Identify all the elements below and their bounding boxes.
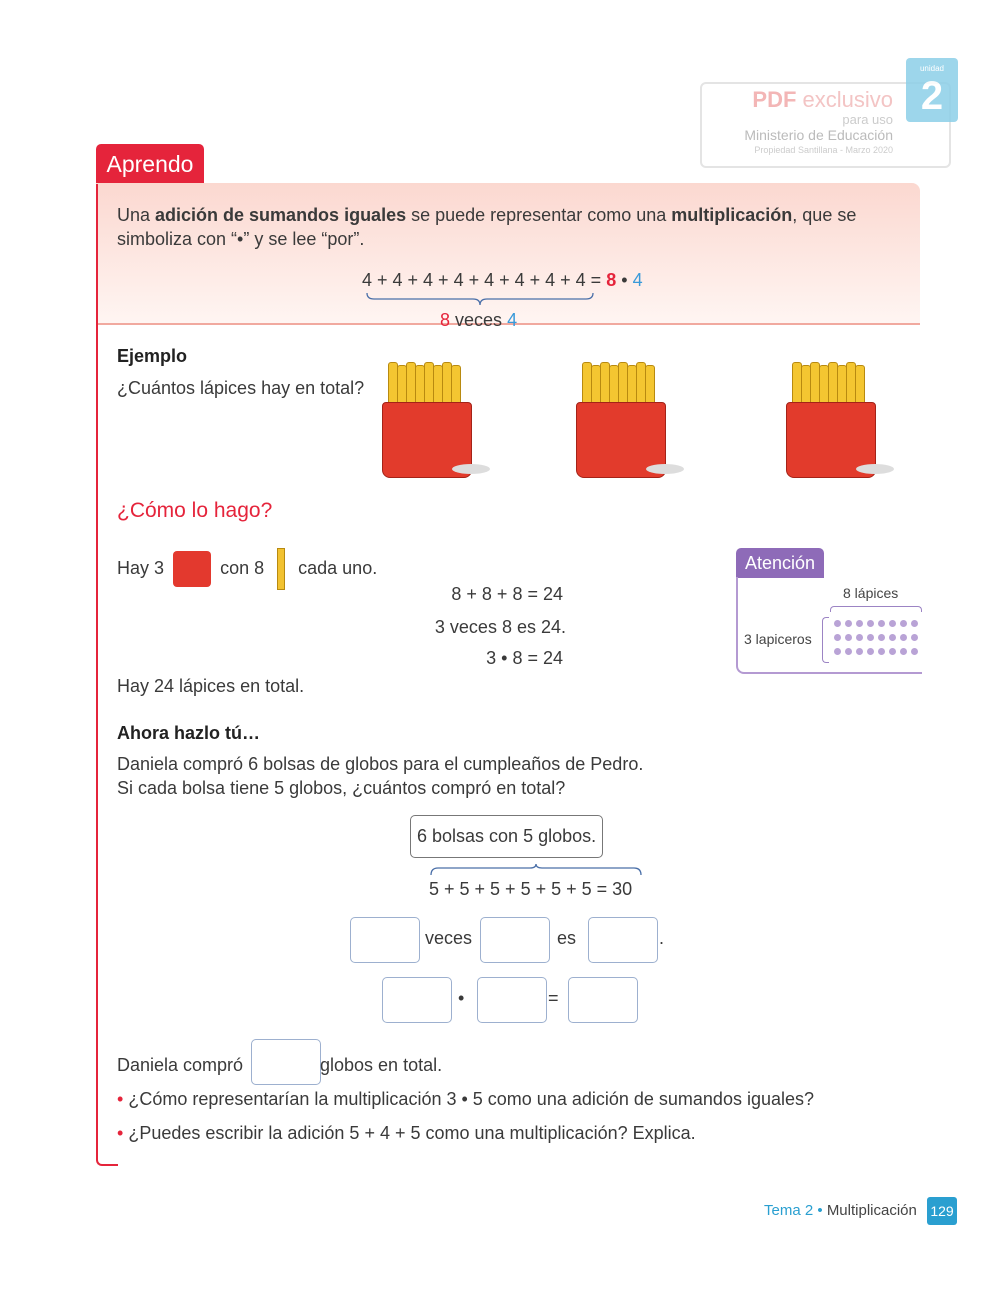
dot <box>856 648 863 655</box>
dot <box>900 648 907 655</box>
es-text: es <box>557 928 577 948</box>
answer-box-product[interactable] <box>568 977 638 1023</box>
page-number: 129 <box>927 1197 957 1225</box>
dot <box>834 620 841 627</box>
cup-icon <box>173 551 211 587</box>
problem-line2: Si cada bolsa tiene 5 globos, ¿cuántos compró en total? <box>117 778 566 798</box>
dot <box>878 620 885 627</box>
dot <box>889 620 896 627</box>
answer-box-total[interactable] <box>251 1039 321 1085</box>
dot <box>834 634 841 641</box>
dot <box>911 620 918 627</box>
wm-exclusivo: exclusivo <box>802 87 893 112</box>
dot <box>845 634 852 641</box>
dot <box>911 648 918 655</box>
dot <box>867 620 874 627</box>
answer-box-veces-1[interactable] <box>350 917 420 963</box>
cup-shadow <box>856 464 894 474</box>
cup-shadow <box>646 464 684 474</box>
wm-pdf: PDF <box>752 87 797 112</box>
dot <box>889 634 896 641</box>
atencion-left-label: 3 lapiceros <box>744 631 812 647</box>
unit-label: unidad <box>919 64 945 73</box>
dot <box>878 634 885 641</box>
aprendo-text: Una adición de sumandos iguales se puede representar como una multiplicación, que se simboliza con “•” y se lee “por”. <box>117 205 857 249</box>
bullet-2: • ¿Puedes escribir la adición 5 + 4 + 5 como una multiplicación? Explica. <box>117 1123 696 1143</box>
hay-line: Hay 3 con 8 cada uno. <box>117 548 377 590</box>
ejemplo-question: ¿Cuántos lápices hay en total? <box>117 378 365 398</box>
dot <box>867 648 874 655</box>
atencion-tab: Atención <box>736 548 824 578</box>
left-border <box>96 184 118 1166</box>
daniela-text: Daniela compró <box>117 1055 244 1075</box>
sum-equation: 5 + 5 + 5 + 5 + 5 + 5 = 30 <box>429 879 633 899</box>
pencil-cup-image <box>382 356 492 478</box>
dot <box>867 634 874 641</box>
brace <box>366 292 594 306</box>
dot <box>878 648 885 655</box>
problem-line1: Daniela compró 6 bolsas de globos para el cumpleaños de Pedro. <box>117 754 644 774</box>
footer-label: Tema 2 • Multiplicación <box>764 1202 917 1219</box>
answer-box-veces-2[interactable] <box>480 917 550 963</box>
brace-2 <box>430 864 642 876</box>
pencil-cup-image <box>786 356 896 478</box>
unit-number: 2 <box>920 74 944 118</box>
cup-shadow <box>452 464 490 474</box>
bolsas-box: 6 bolsas con 5 globos. <box>410 815 603 858</box>
ahora-title: Ahora hazlo tú… <box>117 723 260 743</box>
dot <box>900 620 907 627</box>
dot <box>834 648 841 655</box>
globos-text: globos en total. <box>320 1055 443 1075</box>
eq1: 8 + 8 + 8 = 24 <box>451 584 563 604</box>
bullet-1: • ¿Cómo representarían la multiplicación 3 • 5 como una adición de sumandos iguales? <box>117 1089 815 1109</box>
left-brace <box>822 617 829 663</box>
eq2: 3 veces 8 es 24. <box>434 617 566 637</box>
dot <box>845 620 852 627</box>
veces-text: veces <box>425 928 473 948</box>
ejemplo-title: Ejemplo <box>117 346 188 366</box>
answer-box-factor-2[interactable] <box>477 977 547 1023</box>
dot <box>911 634 918 641</box>
aprendo-tab: Aprendo <box>96 144 204 184</box>
wm-para: para uso <box>842 112 893 127</box>
answer-box-factor-1[interactable] <box>382 977 452 1023</box>
top-brace <box>830 606 922 612</box>
aprendo-equation: 4 + 4 + 4 + 4 + 4 + 4 + 4 + 4 = 8 • 4 <box>362 270 643 290</box>
wm-propiedad: Propiedad Santillana - Marzo 2020 <box>754 145 893 155</box>
dot <box>856 634 863 641</box>
eq3: 3 • 8 = 24 <box>486 648 563 668</box>
veces-label: 8 veces 4 <box>440 310 518 330</box>
dot <box>845 648 852 655</box>
como-title: ¿Cómo lo hago? <box>117 499 273 522</box>
pencil-icon <box>277 548 285 590</box>
answer-box-es[interactable] <box>588 917 658 963</box>
period: . <box>659 928 665 948</box>
dot-text: • <box>458 988 465 1008</box>
total-text: Hay 24 lápices en total. <box>117 676 305 696</box>
dot <box>856 620 863 627</box>
pencil-cup-image <box>576 356 686 478</box>
equals-text: = <box>548 988 559 1008</box>
dot <box>889 648 896 655</box>
wm-ministerio: Ministerio de Educación <box>744 127 893 143</box>
unit-badge <box>906 58 958 122</box>
atencion-top-label: 8 lápices <box>843 585 899 601</box>
dot <box>900 634 907 641</box>
